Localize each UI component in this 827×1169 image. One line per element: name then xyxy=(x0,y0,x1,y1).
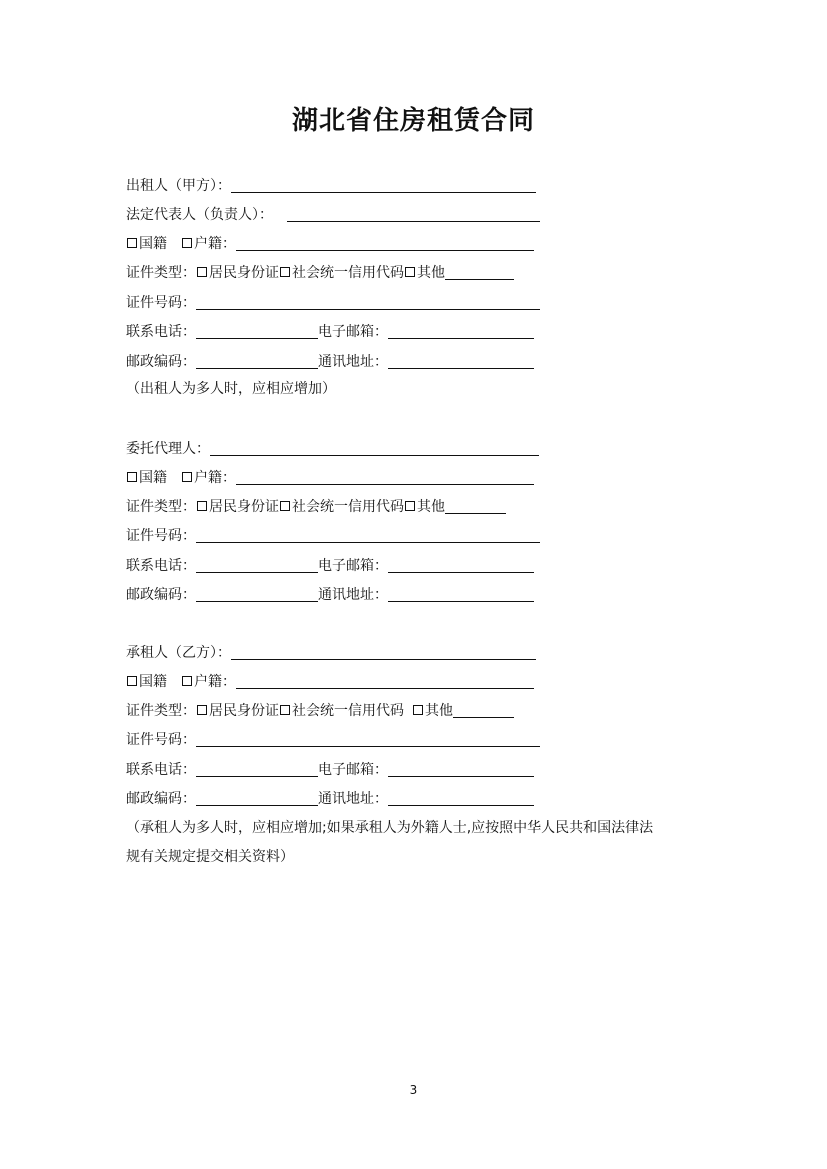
lessor-postal-row xyxy=(126,351,534,373)
lessor-name-row xyxy=(126,175,536,197)
lessee-note-line1: （承租人为多人时，应相应增加;如果承租人为外籍人士,应按照中华人民共和国法律法 xyxy=(126,820,654,836)
lessee-postcode-field[interactable] xyxy=(196,788,318,806)
agent-idcard-label: 居民身份证 xyxy=(209,499,279,515)
lessee-email-label: 电子邮箱： xyxy=(318,762,388,778)
lessee-nationality-label: 国籍 xyxy=(139,674,167,690)
lessor-postcode-label: 邮政编码： xyxy=(126,354,196,370)
lessor-idtype-row xyxy=(126,262,514,284)
lessee-other-label: 其他 xyxy=(425,703,453,719)
lessee-household-label: 户籍： xyxy=(194,674,236,690)
lessee-household-field[interactable] xyxy=(236,671,534,689)
lessee-address-field[interactable] xyxy=(388,788,534,806)
lessor-rep-field[interactable] xyxy=(287,204,540,222)
lessee-household-checkbox[interactable] xyxy=(182,676,192,686)
document-title: 湖北省住房租赁合同 xyxy=(291,106,535,136)
agent-contact-row xyxy=(126,555,534,577)
lessee-idtype-label: 证件类型： xyxy=(126,703,196,719)
agent-nationality-label: 国籍 xyxy=(139,470,167,486)
lessor-rep-row xyxy=(126,204,540,226)
agent-idno-field[interactable] xyxy=(196,525,540,543)
agent-name-field[interactable] xyxy=(210,438,539,456)
lessee-idno-label: 证件号码： xyxy=(126,732,196,748)
agent-postcode-label: 邮政编码： xyxy=(126,587,196,603)
lessor-rep-label: 法定代表人（负责人）： xyxy=(126,207,273,223)
lessee-phone-label: 联系电话： xyxy=(126,762,196,778)
agent-phone-label: 联系电话： xyxy=(126,558,196,574)
agent-idtype-label: 证件类型： xyxy=(126,499,196,515)
lessee-idno-field[interactable] xyxy=(196,729,540,747)
lessee-postcode-label: 邮政编码： xyxy=(126,791,196,807)
agent-creditcode-label: 社会统一信用代码 xyxy=(292,499,404,515)
agent-nationality-checkbox[interactable] xyxy=(127,472,137,482)
lessor-phone-label: 联系电话： xyxy=(126,324,196,340)
lessor-nationality-label: 国籍 xyxy=(139,236,167,252)
lessor-idno-label: 证件号码： xyxy=(126,295,196,311)
lessee-phone-field[interactable] xyxy=(196,759,318,777)
agent-postal-row xyxy=(126,584,534,606)
lessor-other-checkbox[interactable] xyxy=(405,267,415,277)
lessor-email-label: 电子邮箱： xyxy=(318,324,388,340)
agent-household-field[interactable] xyxy=(236,467,534,485)
lessor-name-field[interactable] xyxy=(231,175,536,193)
lessee-name-field[interactable] xyxy=(231,642,536,660)
agent-phone-field[interactable] xyxy=(196,555,318,573)
lessee-other-checkbox[interactable] xyxy=(413,705,423,715)
agent-address-field[interactable] xyxy=(388,584,534,602)
agent-idno-row xyxy=(126,525,540,547)
lessor-other-label: 其他 xyxy=(417,265,445,281)
lessor-postcode-field[interactable] xyxy=(196,351,318,369)
agent-household-label: 户籍： xyxy=(194,470,236,486)
lessee-creditcode-checkbox[interactable] xyxy=(280,705,290,715)
lessor-household-checkbox[interactable] xyxy=(182,238,192,248)
lessor-address-field[interactable] xyxy=(388,351,534,369)
lessee-note-line2: 规有关规定提交相关资料） xyxy=(126,849,294,865)
lessor-contact-row xyxy=(126,321,534,343)
agent-other-checkbox[interactable] xyxy=(405,501,415,511)
agent-email-label: 电子邮箱： xyxy=(318,558,388,574)
lessor-name-label: 出租人（甲方）： xyxy=(126,178,231,194)
agent-idcard-checkbox[interactable] xyxy=(197,501,207,511)
lessee-postal-row xyxy=(126,788,534,810)
lessee-other-field[interactable] xyxy=(453,700,514,718)
lessee-name-label: 承租人（乙方）： xyxy=(126,645,231,661)
agent-email-field[interactable] xyxy=(388,555,534,573)
agent-other-field[interactable] xyxy=(445,496,506,514)
lessee-contact-row xyxy=(126,759,534,781)
lessor-idtype-label: 证件类型： xyxy=(126,265,196,281)
agent-idtype-row xyxy=(126,496,506,518)
lessee-nationality-checkbox[interactable] xyxy=(127,676,137,686)
agent-name-row xyxy=(126,438,539,460)
lessor-address-label: 通讯地址： xyxy=(318,354,388,370)
lessor-phone-field[interactable] xyxy=(196,321,318,339)
agent-creditcode-checkbox[interactable] xyxy=(280,501,290,511)
lessor-other-field[interactable] xyxy=(445,262,514,280)
agent-nationality-row xyxy=(126,467,534,489)
lessee-email-field[interactable] xyxy=(388,759,534,777)
lessor-email-field[interactable] xyxy=(388,321,534,339)
agent-household-checkbox[interactable] xyxy=(182,472,192,482)
agent-address-label: 通讯地址： xyxy=(318,587,388,603)
lessor-nationality-row xyxy=(126,233,534,255)
lessor-idcard-label: 居民身份证 xyxy=(209,265,279,281)
lessee-idcard-checkbox[interactable] xyxy=(197,705,207,715)
lessor-note: （出租人为多人时，应相应增加） xyxy=(126,381,336,397)
lessee-idtype-row xyxy=(126,700,514,722)
page-number: 3 xyxy=(409,1083,418,1097)
lessee-idcard-label: 居民身份证 xyxy=(209,703,279,719)
lessor-nationality-checkbox[interactable] xyxy=(127,238,137,248)
agent-name-label: 委托代理人： xyxy=(126,441,210,457)
lessee-nationality-row xyxy=(126,671,534,693)
agent-idno-label: 证件号码： xyxy=(126,528,196,544)
lessor-creditcode-checkbox[interactable] xyxy=(280,267,290,277)
lessor-household-label: 户籍： xyxy=(194,236,236,252)
lessor-idno-field[interactable] xyxy=(196,292,540,310)
lessor-idcard-checkbox[interactable] xyxy=(197,267,207,277)
lessee-name-row xyxy=(126,642,536,664)
agent-postcode-field[interactable] xyxy=(196,584,318,602)
lessor-idno-row xyxy=(126,292,540,314)
lessee-address-label: 通讯地址： xyxy=(318,791,388,807)
lessee-creditcode-label: 社会统一信用代码 xyxy=(292,703,404,719)
lessor-creditcode-label: 社会统一信用代码 xyxy=(292,265,404,281)
lessee-idno-row xyxy=(126,729,540,751)
lessor-household-field[interactable] xyxy=(236,233,534,251)
agent-other-label: 其他 xyxy=(417,499,445,515)
